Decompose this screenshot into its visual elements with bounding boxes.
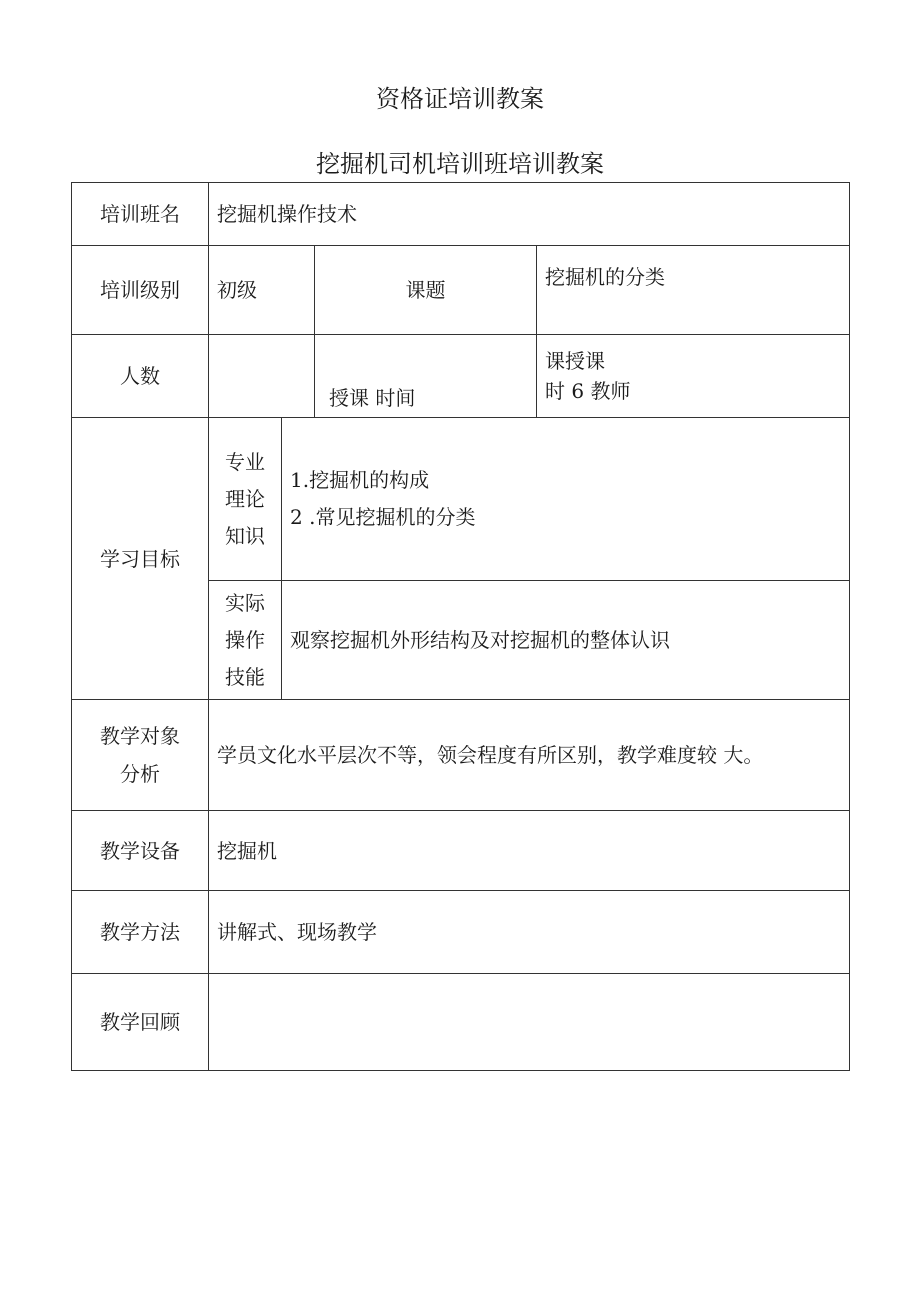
row-method [72, 891, 850, 974]
analysis-label-cell [72, 700, 209, 811]
people-value [209, 335, 315, 418]
skill-label: 实际操作技能 [225, 590, 265, 689]
row-review [72, 974, 850, 1071]
analysis-label: 教学对象分析 [100, 724, 180, 786]
review-value [209, 974, 850, 1071]
topic-label: 课题 [315, 246, 537, 335]
class-name-value: 挖掘机操作技术 [209, 183, 850, 246]
equipment-value: 挖掘机 [209, 811, 850, 891]
skill-value: 观察挖掘机外形结构及对挖掘机的整体认识 [282, 581, 850, 700]
hours-teacher-cell [537, 335, 850, 418]
row-equipment [72, 811, 850, 891]
review-label: 教学回顾 [72, 974, 209, 1071]
document-title: 资格证培训教案 [376, 85, 544, 113]
teaching-time-label: 授课 时间 [315, 335, 537, 418]
row-analysis [72, 700, 850, 811]
analysis-value: 学员文化水平层次不等，领会程度有所区别，教学难度较 大。 [209, 700, 850, 811]
equipment-label: 教学设备 [72, 811, 209, 891]
level-label: 培训级别 [72, 246, 209, 335]
level-value: 初级 [209, 246, 315, 335]
hours-line-1: 课授课 [545, 349, 605, 373]
theory-label: 专业理论知识 [225, 449, 265, 548]
topic-value: 挖掘机的分类 [537, 246, 850, 335]
hours-line-2: 时 6 教师 [545, 379, 631, 403]
method-label: 教学方法 [72, 891, 209, 974]
people-label: 人数 [72, 335, 209, 418]
row-people [72, 335, 850, 418]
theory-label-cell [209, 418, 282, 581]
class-name-label: 培训班名 [72, 183, 209, 246]
theory-items [282, 418, 850, 581]
document-subtitle: 挖掘机司机培训班培训教案 [316, 150, 604, 178]
method-value: 讲解式、现场教学 [209, 891, 850, 974]
theory-item: 2 .常见挖掘机的分类 [290, 505, 476, 529]
objectives-label: 学习目标 [72, 418, 209, 700]
lesson-plan-table [71, 182, 850, 1071]
skill-label-cell [209, 581, 282, 700]
row-class-name [72, 183, 850, 246]
theory-item: 1.挖掘机的构成 [290, 468, 430, 492]
row-theory [72, 418, 850, 581]
row-level [72, 246, 850, 335]
